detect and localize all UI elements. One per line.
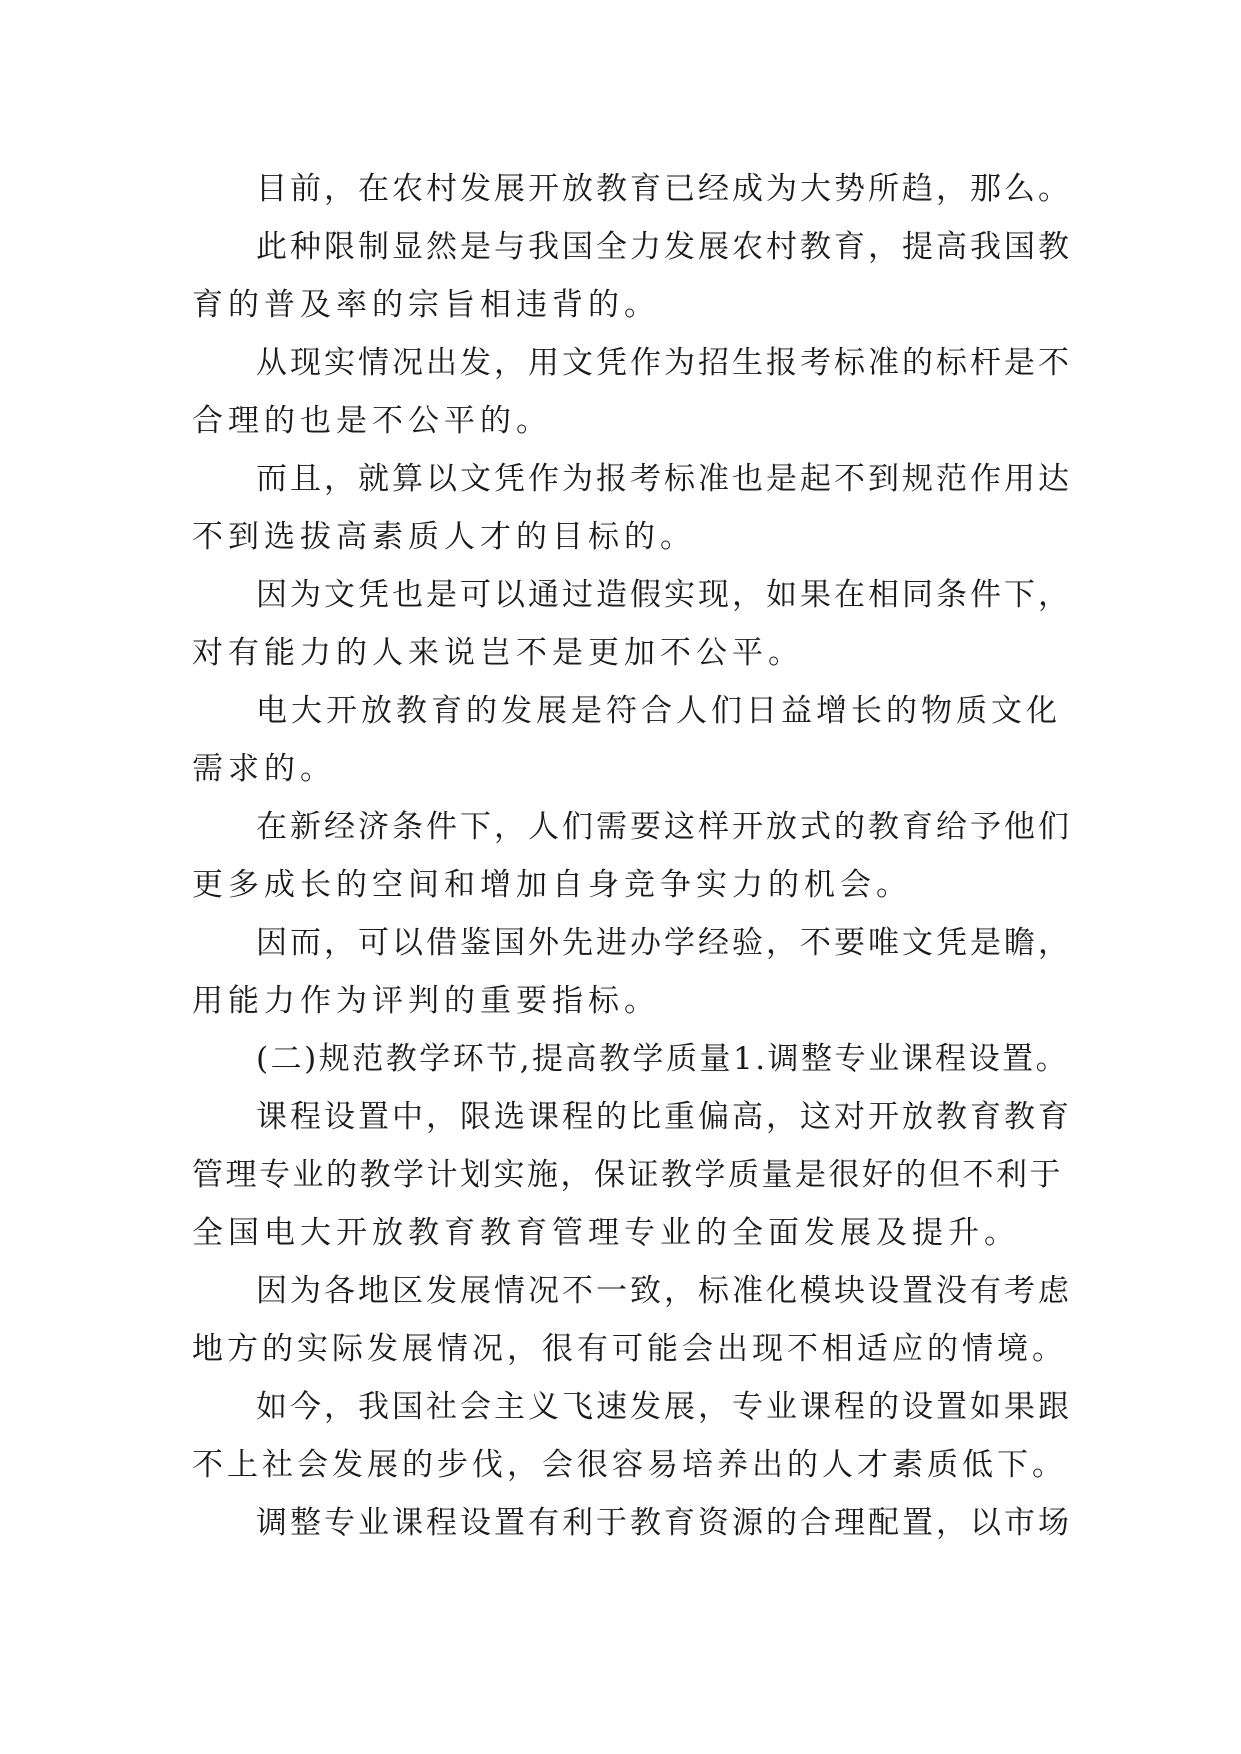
text-line: 全国电大开放教育教育管理专业的全面发展及提升。 xyxy=(192,1215,1020,1251)
text-line: 不到选拔高素质人才的目标的。 xyxy=(192,519,696,555)
text-line: 育的普及率的宗旨相违背的。 xyxy=(192,287,660,323)
text-line: 此种限制显然是与我国全力发展农村教育，提高我国教 xyxy=(256,229,1072,265)
text-line: 合理的也是不公平的。 xyxy=(192,403,552,439)
text-line: 如今，我国社会主义飞速发展，专业课程的设置如果跟 xyxy=(256,1389,1072,1425)
text-line: 课程设置中，限选课程的比重偏高，这对开放教育教育 xyxy=(256,1099,1072,1135)
text-line: 因而，可以借鉴国外先进办学经验，不要唯文凭是瞻， xyxy=(256,925,1072,961)
text-line: 从现实情况出发，用文凭作为招生报考标准的标杆是不 xyxy=(256,345,1072,381)
text-line: 更多成长的空间和增加自身竞争实力的机会。 xyxy=(192,867,912,903)
text-line: 调整专业课程设置有利于教育资源的合理配置，以市场 xyxy=(256,1505,1072,1541)
text-line: 而且，就算以文凭作为报考标准也是起不到规范作用达 xyxy=(256,461,1072,497)
text-line: 在新经济条件下，人们需要这样开放式的教育给予他们 xyxy=(256,809,1072,845)
text-line: 目前，在农村发展开放教育已经成为大势所趋，那么。 xyxy=(256,171,1072,207)
text-line: 需求的。 xyxy=(192,751,336,787)
text-line: 对有能力的人来说岂不是更加不公平。 xyxy=(192,635,804,671)
text-line: 管理专业的教学计划实施，保证教学质量是很好的但不利于 xyxy=(192,1157,1063,1193)
text-line: 不上社会发展的步伐，会很容易培养出的人才素质低下。 xyxy=(192,1447,1067,1483)
text-line: 地方的实际发展情况，很有可能会出现不相适应的情境。 xyxy=(192,1331,1067,1367)
text-line: 用能力作为评判的重要指标。 xyxy=(192,983,660,1019)
section-heading: (二)规范教学环节,提高教学质量1.调整专业课程设置。 xyxy=(256,1041,1070,1077)
text-line: 因为各地区发展情况不一致，标准化模块设置没有考虑 xyxy=(256,1273,1072,1309)
document-body xyxy=(192,160,1072,1552)
text-line: 因为文凭也是可以通过造假实现，如果在相同条件下， xyxy=(256,577,1072,613)
text-line: 电大开放教育的发展是符合人们日益增长的物质文化 xyxy=(256,693,1061,729)
